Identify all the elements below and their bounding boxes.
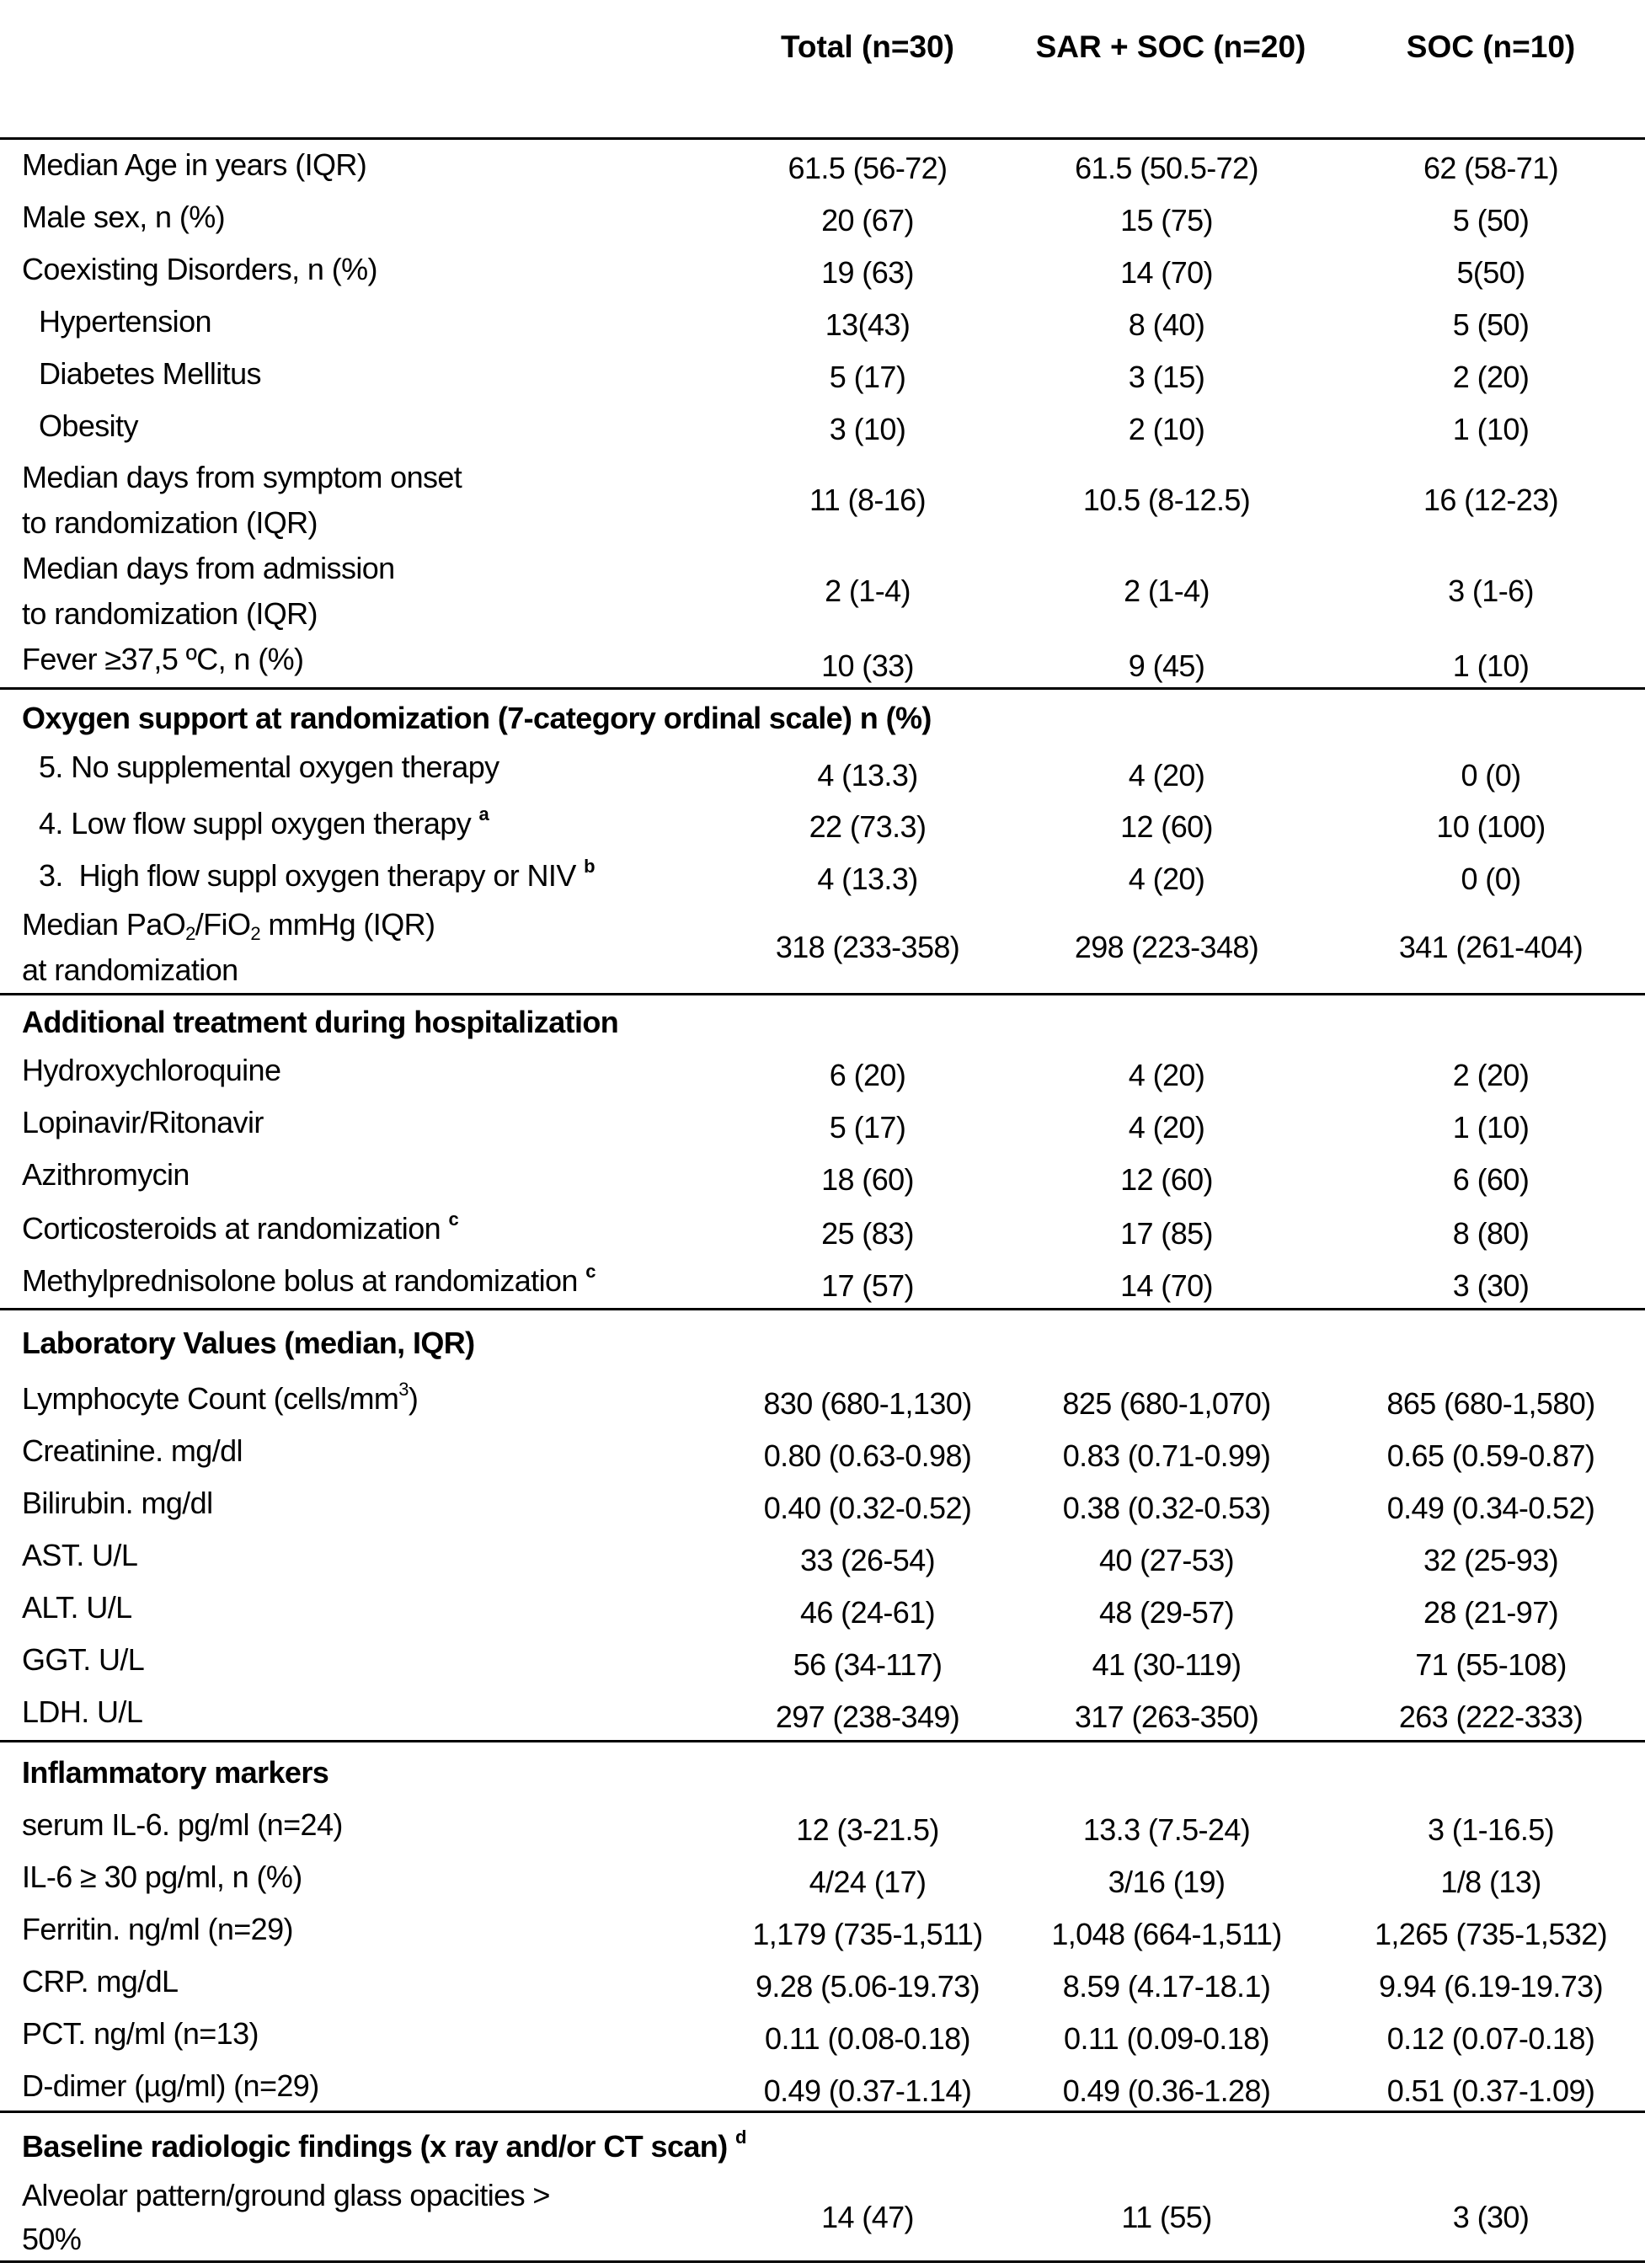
row-label: Azithromycin: [22, 1157, 190, 1192]
cell-sar-soc: 0.11 (0.09-0.18): [1064, 2021, 1269, 2056]
cell-total: 61.5 (56-72): [788, 151, 948, 185]
cell-soc: 2 (20): [1452, 360, 1530, 394]
row-label: [22, 1373, 418, 1425]
cell-total: 4 (13.3): [817, 758, 918, 792]
row-label: AST. U/L: [22, 1538, 138, 1572]
table-row-bilirubin: [0, 1477, 1645, 1529]
table-row-pafi: [0, 902, 1645, 993]
row-label: [22, 1255, 596, 1307]
row-label-text: Methylprednisolone bolus at randomization: [22, 1263, 578, 1298]
table-row-fever: [0, 637, 1645, 686]
label-part: Median PaO: [22, 907, 186, 942]
row-label-text: 4. Low flow suppl oxygen therapy: [39, 806, 472, 840]
cell-soc: 28 (21-97): [1423, 1595, 1559, 1630]
row-label-line2: 50%: [22, 2222, 82, 2256]
cell-total: 1,179 (735-1,511): [752, 1917, 983, 1951]
column-header-sar-soc: SAR + SOC (n=20): [1035, 29, 1306, 64]
cell-total: 9.28 (5.06-19.73): [756, 1969, 980, 2004]
table-row-coexisting: [0, 243, 1645, 296]
cell-soc: 0 (0): [1461, 758, 1521, 792]
section-rule: [0, 1740, 1645, 1742]
table-row-lopinavir: [0, 1097, 1645, 1149]
cell-soc: 0.49 (0.34-0.52): [1386, 1491, 1595, 1525]
subscript: 2: [185, 923, 195, 944]
cell-soc: 1 (10): [1452, 648, 1530, 683]
row-label-line1: Median days from symptom onset: [22, 460, 462, 494]
cell-sar-soc: 1,048 (664-1,511): [1051, 1917, 1282, 1951]
cell-sar-soc: 9 (45): [1128, 648, 1205, 683]
section-title-radiologic: [22, 2121, 746, 2173]
row-label: Ferritin. ng/ml (n=29): [22, 1912, 293, 1946]
cell-sar-soc: 4 (20): [1128, 1058, 1205, 1092]
table-row-azithromycin: [0, 1149, 1645, 1201]
row-label: Coexisting Disorders, n (%): [22, 252, 377, 286]
cell-total: 19 (63): [821, 255, 914, 290]
column-header-total: Total (n=30): [781, 29, 954, 64]
row-label: Diabetes Mellitus: [39, 356, 261, 391]
cell-sar-soc: 825 (680-1,070): [1062, 1386, 1271, 1421]
cell-sar-soc: 8.59 (4.17-18.1): [1062, 1969, 1271, 2004]
cell-total: 830 (680-1,130): [763, 1386, 972, 1421]
row-label: serum IL-6. pg/ml (n=24): [22, 1807, 343, 1842]
cell-soc: 1 (10): [1452, 1110, 1530, 1145]
cell-soc: 16 (12-23): [1423, 483, 1559, 517]
table-row-alveolar-pattern: [0, 2173, 1645, 2264]
row-label: Hypertension: [39, 304, 211, 339]
section-title-laboratory: Laboratory Values (median, IQR): [22, 1326, 475, 1360]
footnote-marker: a: [478, 803, 489, 824]
table-row-days-admission: [0, 546, 1645, 637]
footnote-marker: c: [448, 1209, 459, 1230]
cell-soc: 71 (55-108): [1415, 1647, 1567, 1682]
cell-sar-soc: 48 (29-57): [1098, 1595, 1235, 1630]
row-label: D-dimer (µg/ml) (n=29): [22, 2068, 319, 2103]
cell-soc: 1 (10): [1452, 412, 1530, 446]
cell-soc: 6 (60): [1452, 1162, 1530, 1197]
cell-sar-soc: 14 (70): [1120, 255, 1213, 290]
row-label-line1: Alveolar pattern/ground glass opacities >: [22, 2178, 550, 2212]
cell-total: 56 (34-117): [793, 1647, 943, 1682]
table-row-corticosteroids: [0, 1203, 1645, 1255]
cell-soc: 9.94 (6.19-19.73): [1379, 1969, 1603, 2004]
table-bottom-rule: [0, 2260, 1645, 2263]
cell-sar-soc: 2 (10): [1128, 412, 1205, 446]
cell-total: 6 (20): [829, 1058, 906, 1092]
cell-soc: 32 (25-93): [1423, 1543, 1559, 1577]
row-label: 5. No supplemental oxygen therapy: [39, 750, 499, 784]
table-row-oxygen-5: [0, 741, 1645, 793]
cell-sar-soc: 0.83 (0.71-0.99): [1062, 1438, 1271, 1473]
cell-sar-soc: 3/16 (19): [1108, 1865, 1226, 1899]
cell-total: 22 (73.3): [809, 809, 927, 844]
table-row-oxygen-3: [0, 850, 1645, 902]
table-row-age: [0, 139, 1645, 191]
column-header-soc: SOC (n=10): [1406, 29, 1576, 64]
cell-soc: 10 (100): [1436, 809, 1546, 844]
table-row-il6: [0, 1799, 1645, 1851]
row-label: Hydroxychloroquine: [22, 1053, 281, 1087]
row-label: Median Age in years (IQR): [22, 147, 367, 182]
cell-soc: 3 (1-16.5): [1427, 1812, 1555, 1847]
row-label: IL-6 ≥ 30 pg/ml, n (%): [22, 1860, 302, 1894]
cell-sar-soc: 2 (1-4): [1124, 574, 1210, 608]
row-label: Obesity: [39, 408, 138, 443]
cell-soc: 263 (222-333): [1398, 1700, 1584, 1734]
cell-total: 0.80 (0.63-0.98): [763, 1438, 972, 1473]
cell-sar-soc: 12 (60): [1120, 1162, 1213, 1197]
cell-total: 18 (60): [821, 1162, 914, 1197]
section-title-text: Baseline radiologic findings (x ray and/or CT scan): [22, 2129, 728, 2164]
cell-total: 4 (13.3): [817, 862, 918, 896]
row-label-line1: [22, 902, 435, 947]
cell-soc: 0.12 (0.07-0.18): [1386, 2021, 1595, 2056]
row-label: [22, 1203, 458, 1255]
cell-sar-soc: 61.5 (50.5-72): [1075, 151, 1258, 185]
section-rule: [0, 1308, 1645, 1310]
cell-sar-soc: 15 (75): [1120, 203, 1213, 237]
cell-total: 33 (26-54): [799, 1543, 936, 1577]
table-row-methylprednisolone: [0, 1255, 1645, 1307]
cell-sar-soc: 4 (20): [1128, 1110, 1205, 1145]
table-row-ast: [0, 1529, 1645, 1582]
row-label: ALT. U/L: [22, 1590, 132, 1625]
cell-soc: 5 (50): [1452, 307, 1530, 342]
cell-soc: 3 (1-6): [1448, 574, 1534, 608]
label-part: /FiO: [195, 907, 251, 942]
cell-soc: 2 (20): [1452, 1058, 1530, 1092]
cell-total: 14 (47): [821, 2200, 914, 2234]
cell-soc: 341 (261-404): [1398, 930, 1584, 964]
table-row-ldh: [0, 1686, 1645, 1738]
subscript: 2: [250, 923, 260, 944]
cell-total: 11 (8-16): [809, 483, 926, 517]
cell-sar-soc: 41 (30-119): [1092, 1647, 1242, 1682]
cell-total: 318 (233-358): [775, 930, 960, 964]
row-label-text: ): [408, 1381, 419, 1416]
cell-total: 0.11 (0.08-0.18): [765, 2021, 970, 2056]
row-label-text: Lymphocyte Count (cells/mm: [22, 1381, 399, 1416]
row-label: Male sex, n (%): [22, 200, 226, 234]
cell-sar-soc: 13.3 (7.5-24): [1082, 1812, 1251, 1847]
cell-total: 2 (1-4): [825, 574, 911, 608]
footnote-marker: b: [584, 856, 595, 877]
row-label: Fever ≥37,5 ºC, n (%): [22, 642, 304, 676]
cell-total: 4/24 (17): [809, 1865, 927, 1899]
label-part: mmHg (IQR): [260, 907, 435, 942]
cell-sar-soc: 14 (70): [1120, 1268, 1213, 1303]
row-label-text: 3. High flow suppl oxygen therapy or NIV: [39, 858, 576, 893]
cell-total: 5 (17): [829, 360, 906, 394]
table-row-hypertension: [0, 296, 1645, 348]
cell-total: 0.40 (0.32-0.52): [763, 1491, 972, 1525]
cell-total: 297 (238-349): [775, 1700, 960, 1734]
cell-sar-soc: 298 (223-348): [1074, 930, 1259, 964]
row-label: LDH. U/L: [22, 1694, 143, 1729]
cell-total: 20 (67): [821, 203, 914, 237]
table-row-male-sex: [0, 191, 1645, 243]
row-label-line2: to randomization (IQR): [22, 505, 318, 540]
table-row-creatinine: [0, 1425, 1645, 1477]
cell-total: 25 (83): [821, 1216, 914, 1251]
row-label-text: Corticosteroids at randomization: [22, 1211, 441, 1246]
cell-soc: 3 (30): [1452, 1268, 1530, 1303]
row-label: GGT. U/L: [22, 1642, 145, 1677]
table-row-oxygen-4: [0, 798, 1645, 850]
table-row-diabetes: [0, 348, 1645, 400]
table-row-ggt: [0, 1634, 1645, 1686]
footnote-marker: c: [585, 1261, 596, 1282]
cell-soc: 0 (0): [1461, 862, 1521, 896]
table-row-alt: [0, 1582, 1645, 1634]
row-label-line1: Median days from admission: [22, 551, 395, 585]
table-row-hydroxychloroquine: [0, 1044, 1645, 1097]
cell-soc: 5 (50): [1452, 203, 1530, 237]
cell-sar-soc: 3 (15): [1128, 360, 1205, 394]
section-rule: [0, 687, 1645, 690]
section-rule: [0, 2111, 1645, 2113]
row-label: CRP. mg/dL: [22, 1964, 179, 1999]
cell-total: 0.49 (0.37-1.14): [763, 2073, 972, 2108]
section-title-oxygen: Oxygen support at randomization (7-category ordinal scale) n (%): [22, 701, 932, 735]
table-row-crp: [0, 1956, 1645, 2008]
cell-soc: 5(50): [1456, 255, 1525, 290]
row-label: [39, 798, 489, 850]
row-label-line2: to randomization (IQR): [22, 596, 318, 631]
cell-total: 46 (24-61): [799, 1595, 936, 1630]
table-row-il6-threshold: [0, 1851, 1645, 1903]
row-label: PCT. ng/ml (n=13): [22, 2016, 259, 2051]
section-title-inflammatory: Inflammatory markers: [22, 1755, 329, 1790]
cell-sar-soc: 11 (55): [1121, 2200, 1212, 2234]
cell-soc: 62 (58-71): [1423, 151, 1559, 185]
cell-total: 13(43): [825, 307, 911, 342]
cell-soc: 1/8 (13): [1440, 1865, 1541, 1899]
cell-sar-soc: 8 (40): [1128, 307, 1205, 342]
cell-total: 3 (10): [829, 412, 906, 446]
cell-sar-soc: 4 (20): [1128, 758, 1205, 792]
cell-soc: 0.51 (0.37-1.09): [1386, 2073, 1595, 2108]
cell-sar-soc: 40 (27-53): [1098, 1543, 1235, 1577]
table-row-d-dimer: [0, 2060, 1645, 2112]
table-row-lymphocyte: [0, 1373, 1645, 1425]
footnote-marker: d: [735, 2127, 746, 2148]
row-label: Bilirubin. mg/dl: [22, 1486, 213, 1520]
table-row-days-symptom-onset: [0, 455, 1645, 546]
cell-soc: 3 (30): [1452, 2200, 1530, 2234]
cell-sar-soc: 4 (20): [1128, 862, 1205, 896]
row-label: Creatinine. mg/dl: [22, 1433, 243, 1468]
cell-sar-soc: 317 (263-350): [1074, 1700, 1259, 1734]
cell-total: 10 (33): [821, 648, 914, 683]
table-row-pct: [0, 2008, 1645, 2060]
cell-total: 5 (17): [829, 1110, 906, 1145]
table-row-ferritin: [0, 1903, 1645, 1956]
cell-total: 17 (57): [821, 1268, 914, 1303]
cell-soc: 865 (680-1,580): [1386, 1386, 1595, 1421]
cell-soc: 8 (80): [1452, 1216, 1530, 1251]
row-label: Lopinavir/Ritonavir: [22, 1105, 264, 1139]
cell-soc: 1,265 (735-1,532): [1374, 1917, 1607, 1951]
cell-sar-soc: 12 (60): [1120, 809, 1213, 844]
cell-sar-soc: 0.49 (0.36-1.28): [1062, 2073, 1271, 2108]
cell-sar-soc: 17 (85): [1120, 1216, 1213, 1251]
cell-soc: 0.65 (0.59-0.87): [1386, 1438, 1595, 1473]
cell-sar-soc: 0.38 (0.32-0.53): [1062, 1491, 1271, 1525]
cell-sar-soc: 10.5 (8-12.5): [1082, 483, 1251, 517]
table-row-obesity: [0, 400, 1645, 452]
section-title-treatment: Additional treatment during hospitalization: [22, 1005, 619, 1039]
row-label-line2: at randomization: [22, 953, 238, 987]
row-label: [39, 850, 595, 902]
superscript: 3: [398, 1379, 409, 1400]
section-rule: [0, 993, 1645, 995]
cell-total: 12 (3-21.5): [796, 1812, 939, 1847]
